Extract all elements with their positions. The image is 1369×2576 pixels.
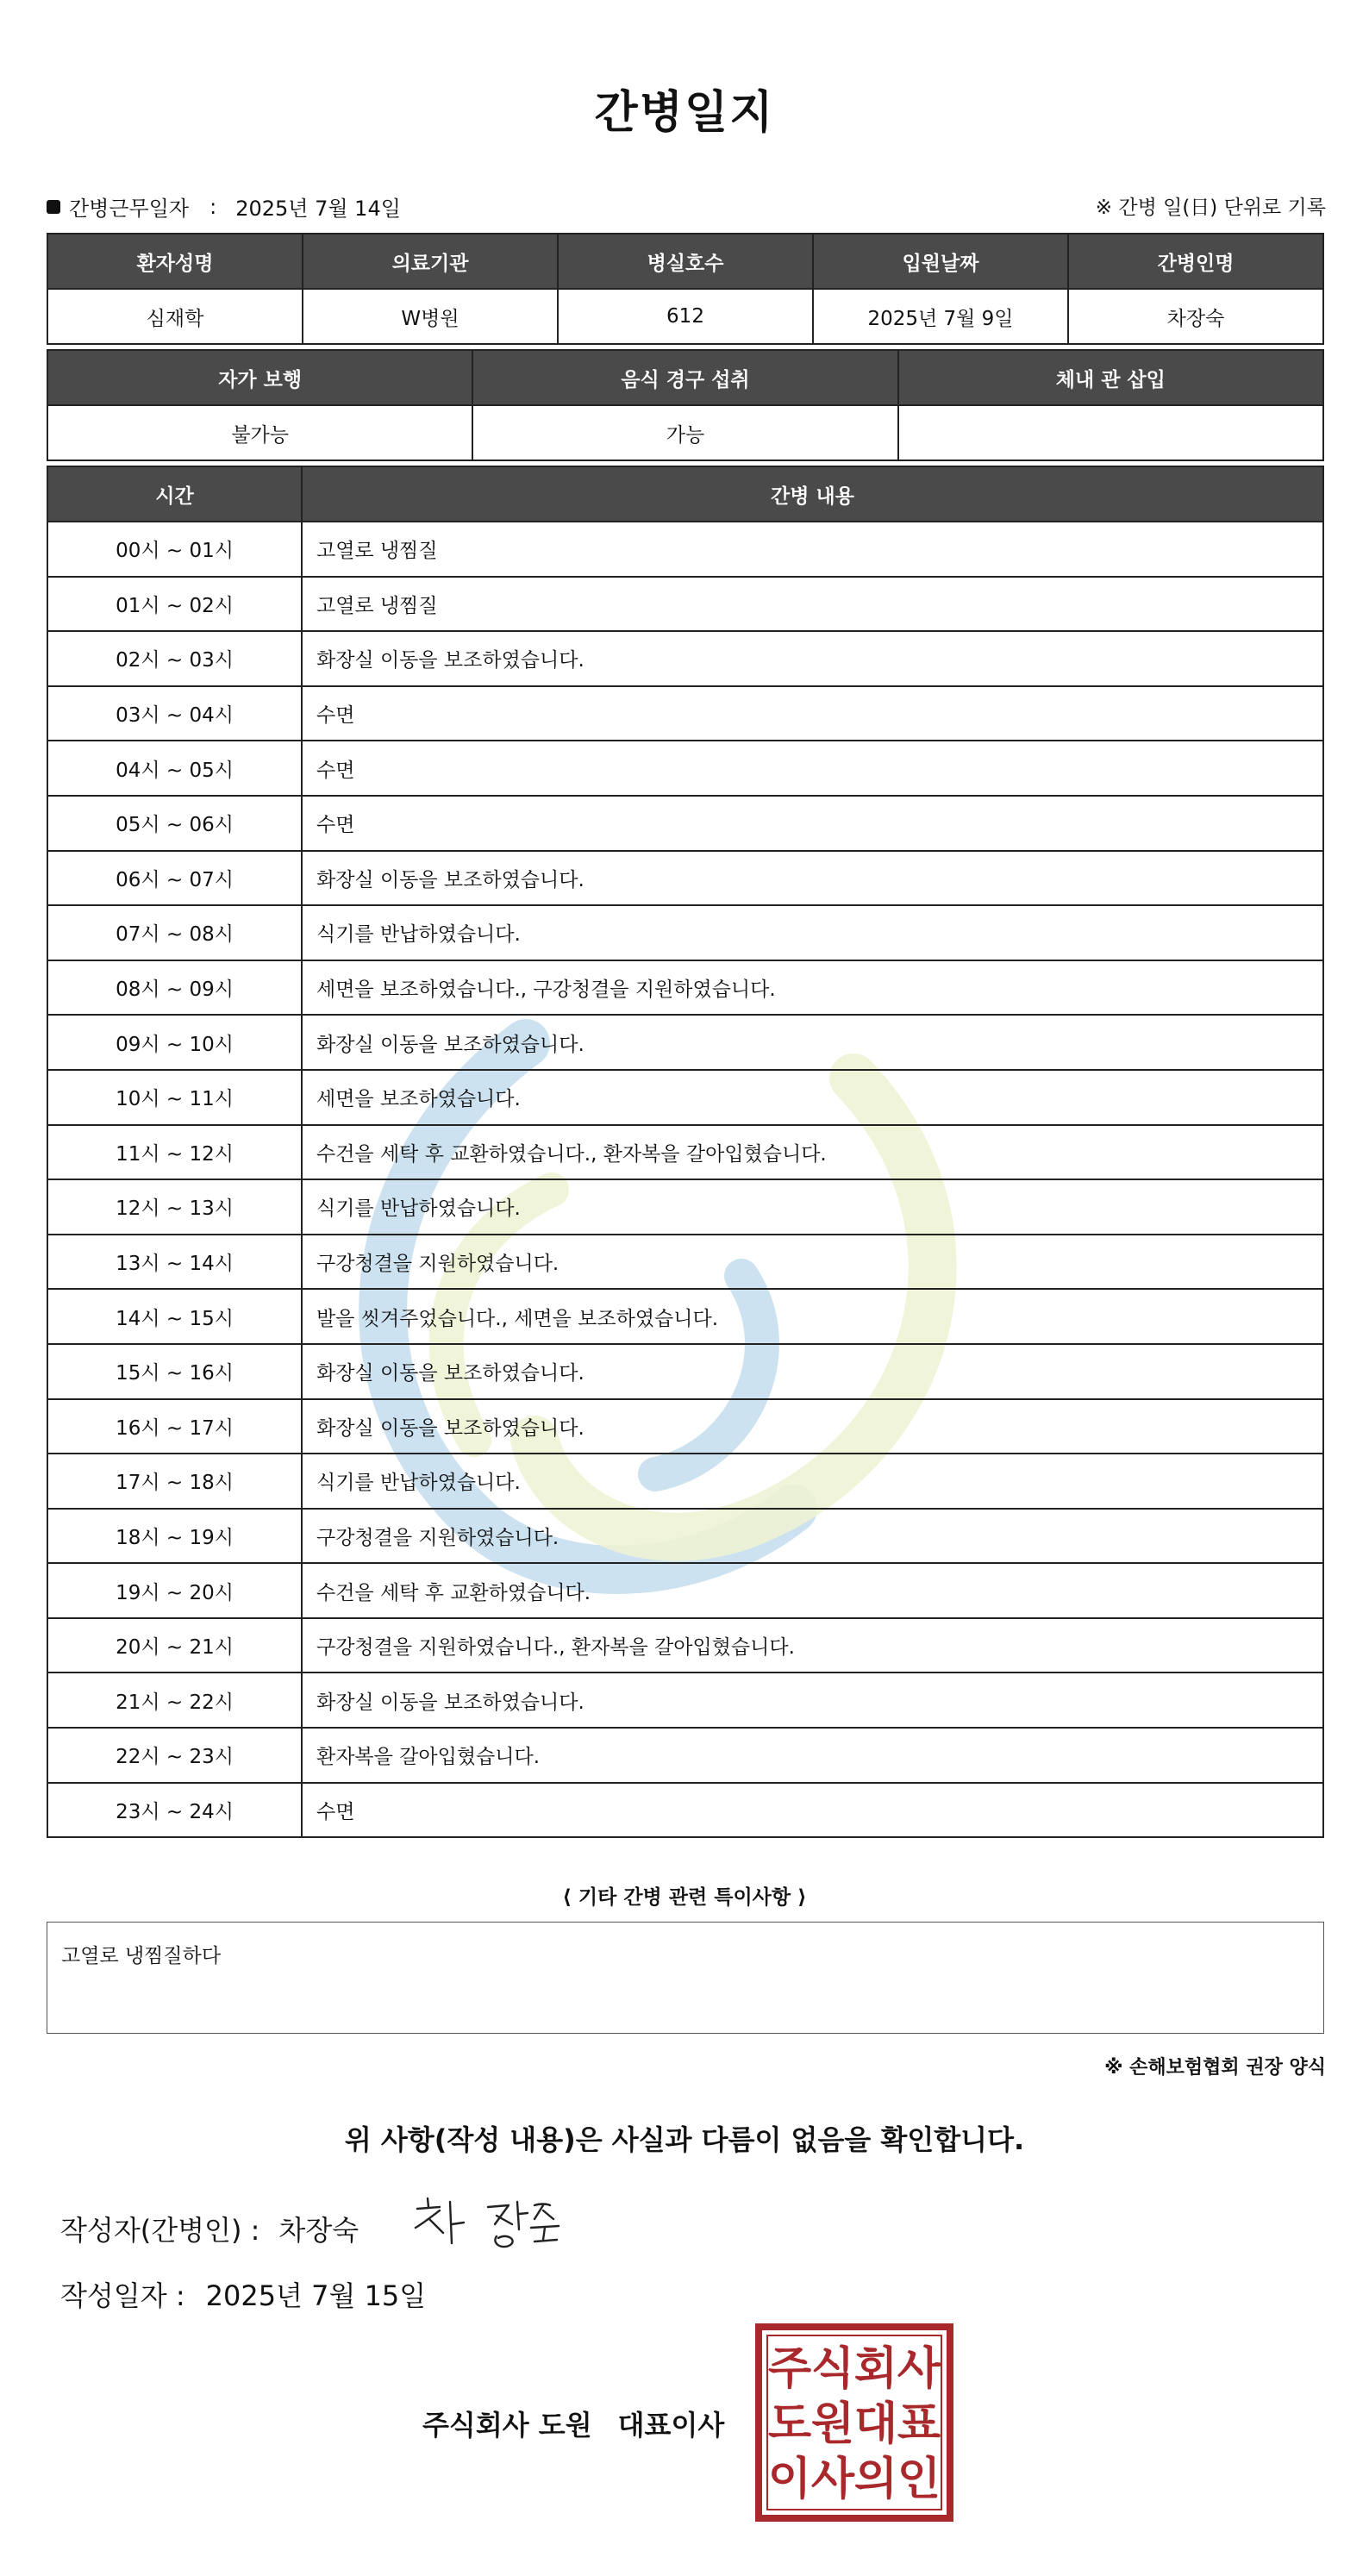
patient-name: 심재학 [47,289,303,344]
work-date-value: 2025년 7월 14일 [235,197,401,221]
table-row [47,1783,1323,1838]
log-time: 12시 ~ 13시 [47,1179,302,1235]
log-time: 18시 ~ 19시 [47,1509,302,1564]
table-row [47,1563,1323,1618]
caregiver-name: 차장숙 [1068,289,1323,344]
log-content: 수면 [302,1783,1323,1838]
log-content: 발을 씻겨주었습니다., 세면을 보조하였습니다. [302,1289,1323,1344]
log-content: 고열로 냉찜질 [302,522,1323,577]
table-row [47,1399,1323,1454]
table-row [47,1454,1323,1509]
log-time: 19시 ~ 20시 [47,1563,302,1618]
log-content: 화장실 이동을 보조하였습니다. [302,851,1323,906]
header-walking: 자가 보행 [47,350,472,405]
log-content: 수면 [302,686,1323,741]
log-time: 11시 ~ 12시 [47,1125,302,1180]
header-patient-name: 환자성명 [47,234,303,289]
confirmation-statement: 위 사항(작성 내용)은 사실과 다름이 없음을 확인합니다. [344,2123,1025,2156]
care-log-table [47,466,1324,1838]
log-time: 20시 ~ 21시 [47,1618,302,1673]
company-seal [755,2323,953,2522]
log-content: 식기를 반납하였습니다. [302,905,1323,960]
handwritten-signature [405,2190,578,2259]
log-time: 14시 ~ 15시 [47,1289,302,1344]
header-content: 간병 내용 [302,466,1323,522]
page-title: 간병일지 [594,87,775,139]
unit-note: ※ 간병 일(日) 단위로 기록 [1095,197,1326,219]
form-note: ※ 손해보험협회 권장 양식 [1104,2057,1326,2079]
table-row [47,1070,1323,1125]
walking-status: 불가능 [47,405,472,460]
log-content: 환자복을 갈아입혔습니다. [302,1728,1323,1783]
company-title: 대표이사 [617,2409,725,2442]
log-time: 02시 ~ 03시 [47,631,302,686]
hospital: W병원 [303,289,558,344]
log-time: 00시 ~ 01시 [47,522,302,577]
log-time: 21시 ~ 22시 [47,1673,302,1728]
log-time: 13시 ~ 14시 [47,1235,302,1290]
log-time: 06시 ~ 07시 [47,851,302,906]
author-line [60,2209,359,2248]
status-value-row [47,405,1323,460]
log-content: 화장실 이동을 보조하였습니다. [302,1399,1323,1454]
author-name: 차장숙 [278,2214,359,2247]
table-row [47,1235,1323,1290]
seal-glyph: 인 [897,2454,941,2505]
table-row [47,1618,1323,1673]
log-content: 수건을 세탁 후 교환하였습니다. [302,1563,1323,1618]
log-content: 고열로 냉찜질 [302,577,1323,632]
oral-intake-status: 가능 [472,405,897,460]
log-content: 수면 [302,741,1323,796]
log-content: 식기를 반납하였습니다. [302,1179,1323,1235]
table-row [47,1125,1323,1180]
table-row [47,960,1323,1016]
room-number: 612 [558,289,813,344]
author-label: 작성자(간병인) : [60,2214,260,2247]
seal-glyph: 주 [767,2343,812,2395]
log-time: 16시 ~ 17시 [47,1399,302,1454]
log-time: 01시 ~ 02시 [47,577,302,632]
table-row [47,741,1323,796]
status-header-row [47,350,1323,405]
log-time: 07시 ~ 08시 [47,905,302,960]
work-date [47,191,401,222]
log-content: 식기를 반납하였습니다. [302,1454,1323,1509]
header-caregiver: 간병인명 [1068,234,1323,289]
header-oral-intake: 음식 경구 섭취 [472,350,897,405]
log-time: 04시 ~ 05시 [47,741,302,796]
patient-info-value-row [47,289,1323,344]
log-time: 10시 ~ 11시 [47,1070,302,1125]
log-content: 화장실 이동을 보조하였습니다. [302,631,1323,686]
table-row [47,577,1323,632]
log-content: 화장실 이동을 보조하였습니다. [302,1344,1323,1399]
log-content: 구강청결을 지원하였습니다. [302,1235,1323,1290]
log-time: 22시 ~ 23시 [47,1728,302,1783]
log-time: 15시 ~ 16시 [47,1344,302,1399]
work-date-label: 간병근무일자 [69,197,190,221]
admission-date: 2025년 7월 9일 [813,289,1068,344]
written-date-line [60,2274,426,2314]
header-admission-date: 입원날짜 [813,234,1068,289]
patient-info-header-row [47,234,1323,289]
log-time: 05시 ~ 06시 [47,796,302,851]
table-row [47,1509,1323,1564]
log-content: 수건을 세탁 후 교환하였습니다., 환자복을 갈아입혔습니다. [302,1125,1323,1180]
header-hospital: 의료기관 [303,234,558,289]
table-row [47,1015,1323,1070]
log-time: 08시 ~ 09시 [47,960,302,1016]
header-room: 병실호수 [558,234,813,289]
work-date-colon: : [209,194,217,219]
table-row [47,796,1323,851]
table-row [47,905,1323,960]
log-content: 구강청결을 지원하였습니다. [302,1509,1323,1564]
log-time: 09시 ~ 10시 [47,1015,302,1070]
log-time: 17시 ~ 18시 [47,1454,302,1509]
table-row [47,1179,1323,1235]
seal-glyph: 의 [853,2454,898,2505]
table-row [47,686,1323,741]
log-content: 화장실 이동을 보조하였습니다. [302,1015,1323,1070]
seal-glyph: 회 [853,2343,898,2395]
care-log-body [47,522,1323,1837]
log-content: 화장실 이동을 보조하였습니다. [302,1673,1323,1728]
care-log-header-row [47,466,1323,522]
log-time: 03시 ~ 04시 [47,686,302,741]
log-content: 세면을 보조하였습니다., 구강청결을 지원하였습니다. [302,960,1323,1016]
notes-title: ⟨ 기타 간병 관련 특이사항 ⟩ [562,1886,807,1909]
written-date-label: 작성일자 : [60,2279,185,2312]
written-date-value: 2025년 7월 15일 [205,2279,427,2312]
seal-glyph: 이 [767,2454,812,2505]
table-row [47,851,1323,906]
log-content: 세면을 보조하였습니다. [302,1070,1323,1125]
seal-glyph: 사 [897,2343,941,2395]
seal-glyph: 표 [897,2398,941,2450]
seal-glyph: 도 [767,2398,812,2450]
notes-box [47,1922,1324,2034]
seal-glyph: 사 [810,2454,855,2505]
company-line [422,2404,724,2443]
patient-info-table [47,233,1324,345]
seal-glyph: 원 [810,2398,855,2450]
seal-glyph: 대 [853,2398,898,2450]
table-row [47,1289,1323,1344]
status-info-table [47,349,1324,461]
company-name: 주식회사 도원 [422,2409,592,2442]
header-time: 시간 [47,466,302,522]
log-time: 23시 ~ 24시 [47,1783,302,1838]
header-tube: 체내 관 삽입 [898,350,1323,405]
table-row [47,1673,1323,1728]
seal-glyph: 식 [810,2343,855,2395]
notes-text: 고열로 냉찜질하다 [61,1945,222,1967]
tube-status [898,405,1323,460]
table-row [47,1728,1323,1783]
log-content: 구강청결을 지원하였습니다., 환자복을 갈아입혔습니다. [302,1618,1323,1673]
table-row [47,522,1323,577]
bullet-square-icon [47,200,60,214]
table-row [47,631,1323,686]
log-content: 수면 [302,796,1323,851]
table-row [47,1344,1323,1399]
